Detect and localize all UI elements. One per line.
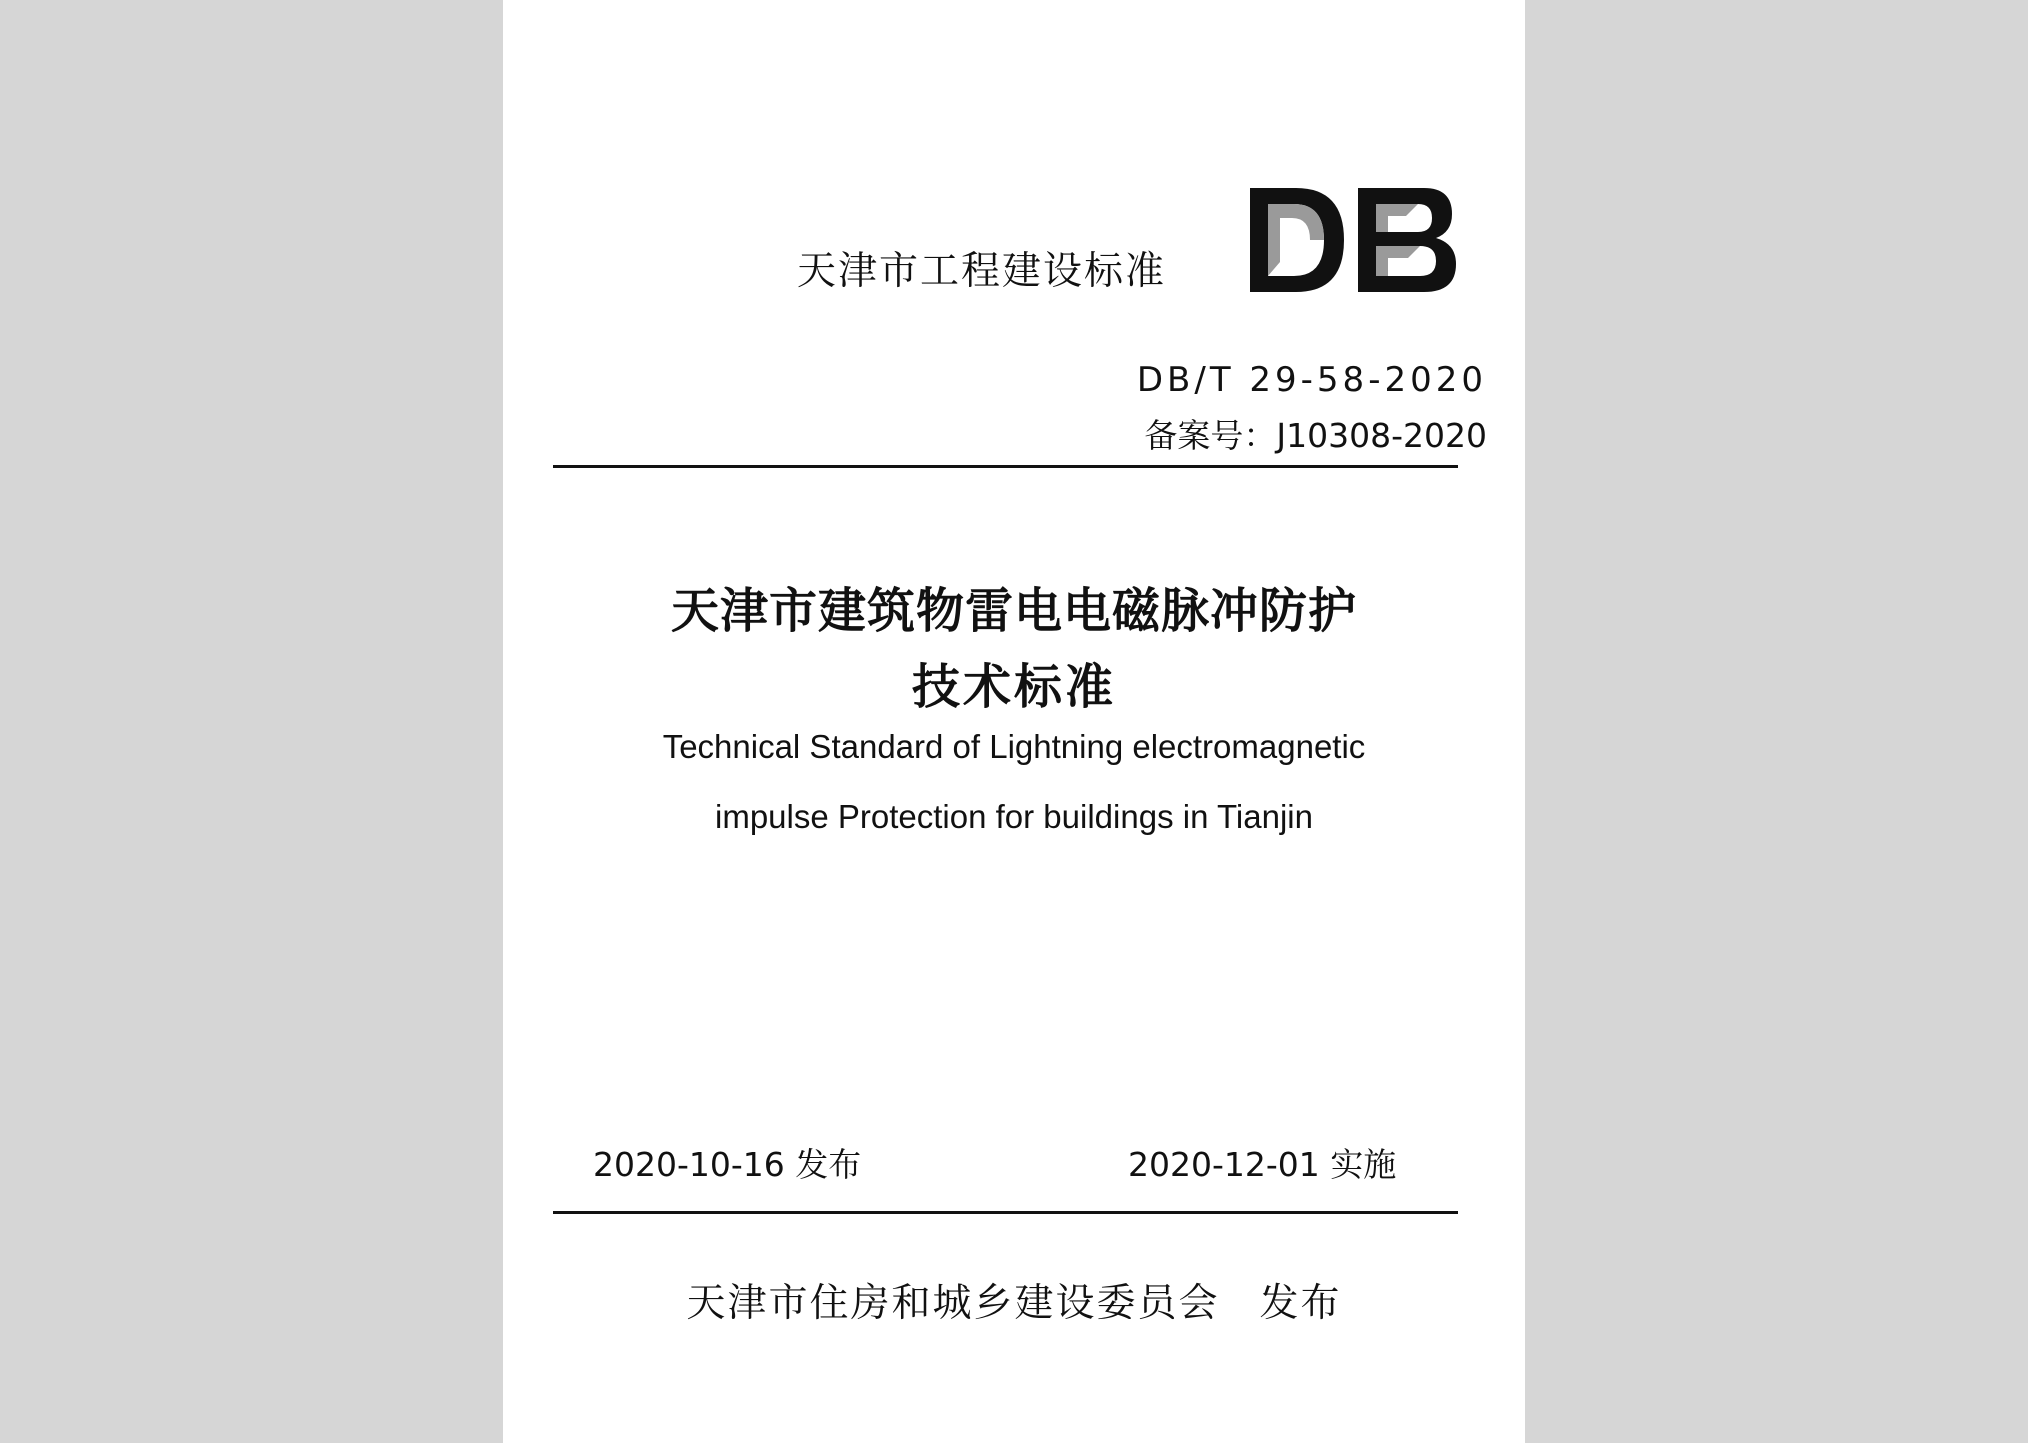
implementation-date: 2020-12-01 实施 — [1128, 1145, 1397, 1184]
issue-date: 2020-10-16 发布 — [593, 1145, 862, 1184]
title-english-line2: impulse Protection for buildings in Tianjin — [715, 798, 1313, 835]
publisher-line — [503, 1272, 1525, 1328]
title-chinese-line1: 天津市建筑物雷电电磁脉冲防护 — [670, 583, 1357, 639]
standard-series-label: 天津市工程建设标准 — [797, 249, 1167, 294]
standard-number: DB/T 29-58-2020 — [1136, 360, 1487, 400]
db-logo — [1246, 184, 1460, 296]
bottom-divider — [553, 1211, 1458, 1214]
title-chinese-line2: 技术标准 — [911, 659, 1116, 715]
document-cover-page — [503, 0, 1525, 1443]
title-english-line1: Technical Standard of Lightning electromagnetic — [662, 728, 1366, 765]
publisher-name: 天津市住房和城乡建设委员会 — [686, 1281, 1220, 1326]
publisher-action: 发布 — [1259, 1281, 1342, 1326]
record-number: 备案号：J10308-2020 — [1144, 416, 1487, 455]
top-divider — [553, 465, 1458, 468]
